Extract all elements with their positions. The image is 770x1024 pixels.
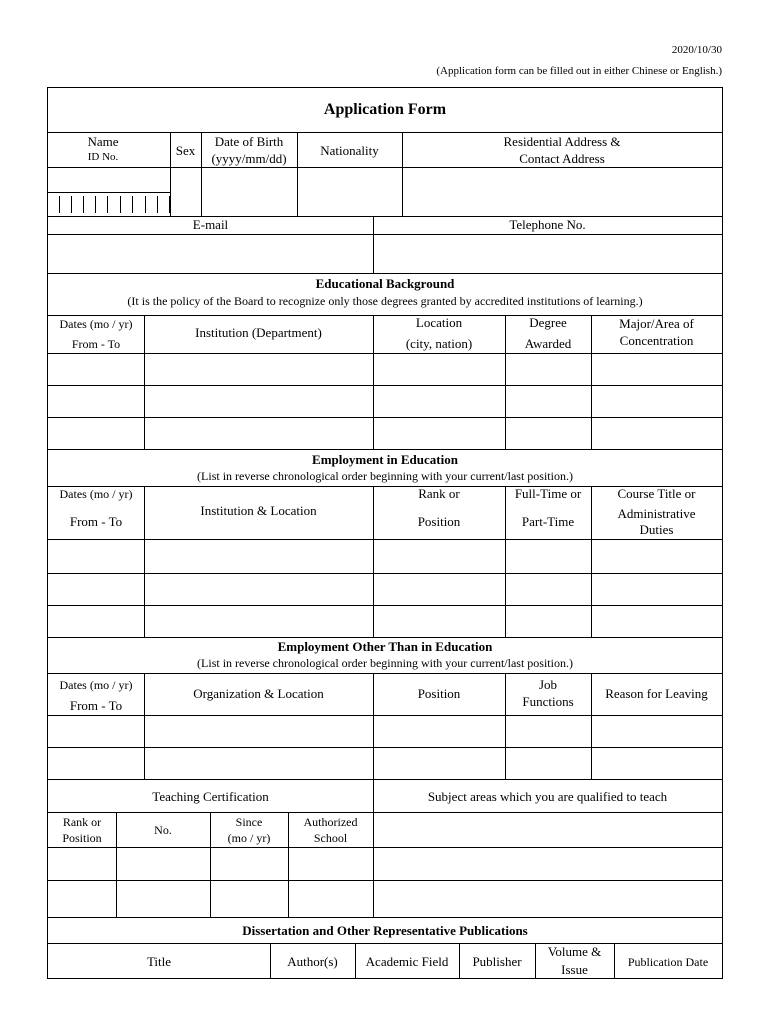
edu-major-label: Major/Area of [619, 316, 694, 331]
id-digit-box[interactable] [48, 196, 60, 213]
emp-edu-duties-label: Duties [639, 522, 674, 537]
divider [48, 273, 722, 274]
cert-position-label: Position [62, 831, 102, 845]
cert-date-format-label: (mo / yr) [227, 831, 271, 845]
edu-dates-label: Dates (mo / yr) [59, 317, 133, 331]
pub-title-label: Title [146, 954, 172, 969]
divider [48, 917, 722, 918]
form-language-note: (Application form can be filled out in either Chinese or English.) [436, 65, 722, 77]
emp-other-org-label: Organization & Location [193, 686, 324, 701]
emp-other-job-label: Job [538, 677, 558, 692]
form-title: Application Form [323, 101, 447, 118]
dob-input[interactable] [202, 168, 297, 216]
id-digit-box[interactable] [84, 196, 96, 213]
employment-other-row[interactable] [48, 748, 722, 779]
emp-edu-rank-label: Rank or [418, 486, 460, 501]
id-digit-box[interactable] [108, 196, 121, 213]
employment-edu-row[interactable] [48, 606, 722, 637]
emp-other-reason-label: Reason for Leaving [605, 686, 708, 701]
divider [48, 449, 722, 450]
emp-edu-parttime-label: Part-Time [521, 514, 575, 529]
divider [48, 132, 722, 133]
emp-edu-institution-label: Institution & Location [200, 503, 317, 518]
cert-school-label: School [313, 831, 348, 845]
cert-no-label: No. [154, 823, 172, 837]
cert-since-label: Since [235, 815, 263, 829]
dob-label-line1: Date of Birth [214, 134, 284, 149]
edu-location-label: Location [415, 315, 463, 330]
pub-authors-label: Author(s) [287, 954, 338, 969]
id-digit-box[interactable] [146, 196, 158, 213]
cert-authorized-label: Authorized [303, 815, 358, 829]
education-subtitle: (It is the policy of the Board to recognize only those degrees granted by accredited institutions of learning.) [127, 294, 643, 308]
divider [48, 943, 722, 944]
id-digit-box[interactable] [60, 196, 72, 213]
edu-awarded-label: Awarded [524, 336, 572, 351]
id-digit-box[interactable] [133, 196, 146, 213]
edu-from-to-label: From - To [71, 337, 121, 351]
certification-row[interactable] [48, 848, 722, 880]
telephone-input[interactable] [374, 235, 722, 273]
sex-label: Sex [175, 143, 196, 158]
id-digit-box[interactable] [96, 196, 108, 213]
nationality-input[interactable] [298, 168, 402, 216]
dob-label-line2: (yyyy/mm/dd) [211, 151, 287, 166]
divider [48, 673, 722, 674]
emp-other-functions-label: Functions [522, 694, 574, 709]
sex-input[interactable] [171, 168, 201, 216]
email-input[interactable] [48, 235, 373, 273]
nationality-label: Nationality [320, 143, 379, 158]
id-digit-box[interactable] [121, 196, 133, 213]
emp-edu-admin-label: Administrative [617, 506, 696, 521]
emp-edu-fulltime-label: Full-Time or [514, 486, 582, 501]
divider [48, 637, 722, 638]
pub-date-label: Publication Date [627, 955, 709, 969]
subjects-label: Subject areas which you are qualified to teach [427, 789, 668, 804]
cert-rank-label: Rank or [62, 815, 102, 829]
employment-edu-subtitle: (List in reverse chronological order beginning with your current/last position.) [197, 469, 573, 483]
edu-degree-label: Degree [529, 315, 567, 330]
employment-edu-title: Employment in Education [312, 452, 458, 467]
address-label-line1: Residential Address & [503, 134, 621, 149]
divider [48, 192, 170, 193]
education-row[interactable] [48, 386, 722, 417]
certification-title: Teaching Certification [152, 789, 269, 804]
education-row[interactable] [48, 418, 722, 449]
employment-other-title: Employment Other Than in Education [277, 639, 493, 654]
employment-edu-row[interactable] [48, 574, 722, 605]
pub-publisher-label: Publisher [472, 954, 522, 969]
pub-field-label: Academic Field [365, 954, 449, 969]
employment-edu-row[interactable] [48, 540, 722, 573]
certification-row[interactable] [48, 881, 722, 917]
publications-title: Dissertation and Other Representative Publications [242, 923, 528, 938]
emp-edu-course-label: Course Title or [617, 486, 696, 501]
id-no-label: ID No. [87, 151, 119, 163]
pub-volume-label: Volume & [547, 944, 602, 959]
telephone-label: Telephone No. [509, 217, 586, 232]
edu-concentration-label: Concentration [619, 333, 694, 348]
emp-edu-from-to-label: From - To [69, 514, 123, 529]
education-row[interactable] [48, 354, 722, 385]
divider [48, 779, 722, 780]
id-digit-box[interactable] [158, 196, 170, 213]
emp-other-dates-label: Dates (mo / yr) [59, 678, 133, 692]
application-form [47, 87, 723, 979]
employment-other-row[interactable] [48, 716, 722, 747]
emp-edu-position-label: Position [417, 514, 461, 529]
emp-edu-dates-label: Dates (mo / yr) [59, 487, 133, 501]
address-label-line2: Contact Address [519, 151, 605, 166]
edu-institution-label: Institution (Department) [195, 325, 322, 340]
edu-city-nation-label: (city, nation) [405, 336, 473, 351]
address-input[interactable] [403, 168, 722, 216]
employment-other-subtitle: (List in reverse chronological order beginning with your current/last position.) [197, 656, 573, 670]
emp-other-from-to-label: From - To [69, 698, 123, 713]
education-title: Educational Background [315, 276, 455, 291]
id-digit-box[interactable] [72, 196, 84, 213]
name-label: Name [87, 134, 119, 149]
divider [48, 812, 722, 813]
emp-other-position-label: Position [417, 686, 461, 701]
pub-issue-label: Issue [561, 962, 588, 977]
name-input[interactable] [48, 168, 170, 192]
form-date: 2020/10/30 [671, 44, 722, 56]
email-label: E-mail [192, 217, 229, 232]
